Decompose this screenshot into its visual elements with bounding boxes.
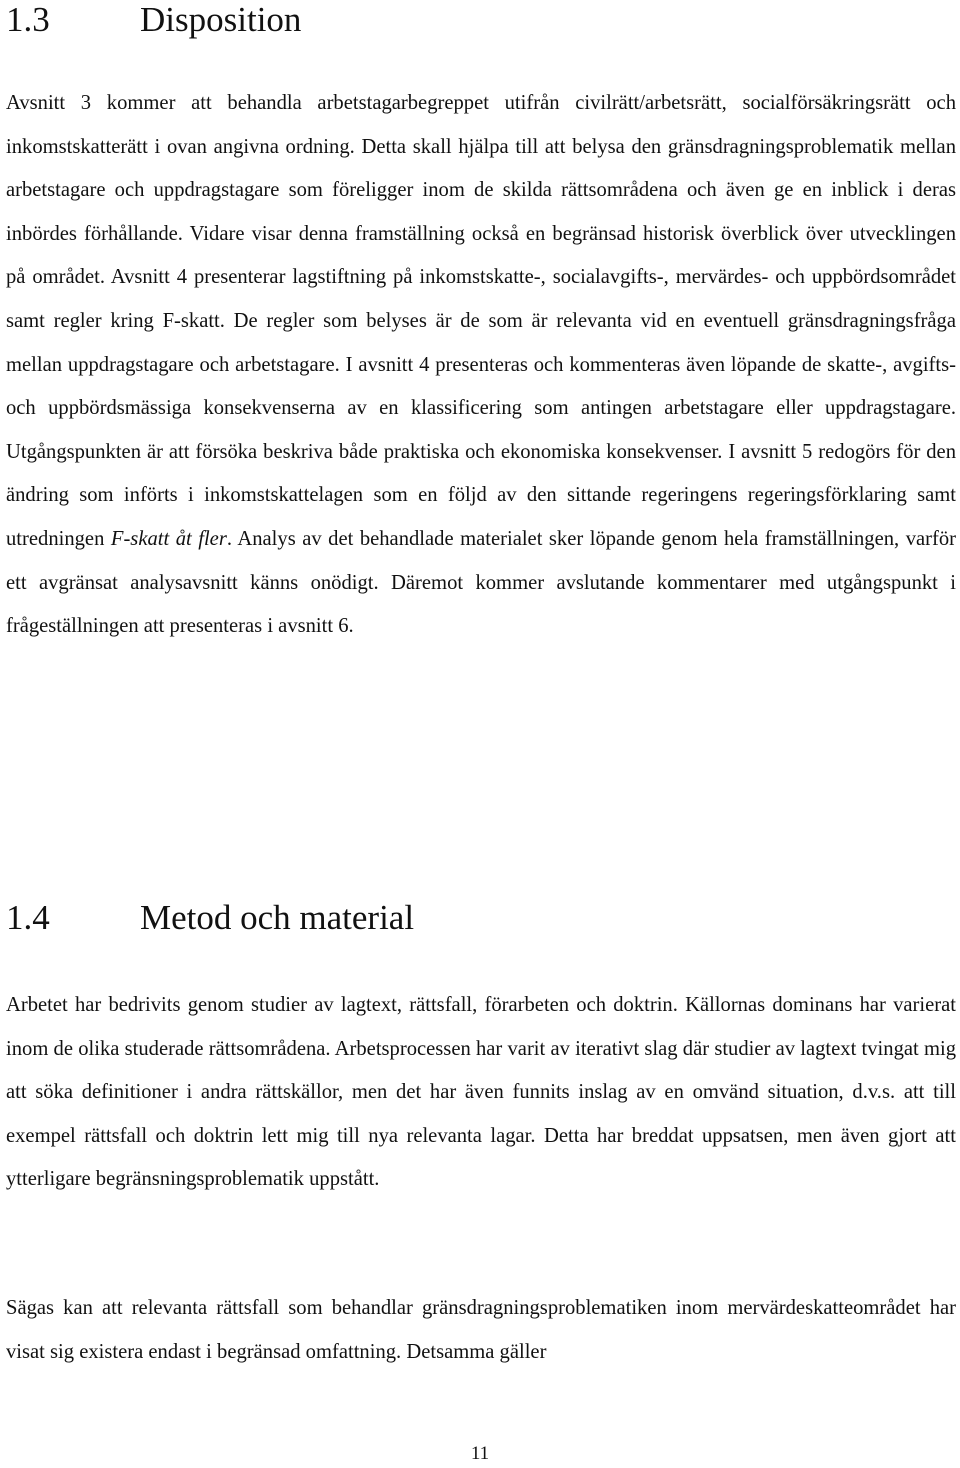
disposition-text-part-1: Avsnitt 3 kommer att behandla arbetstagarbegreppet utifrån civilrätt/arbetsrätt, socialförsäkringsrätt och inkomstskatterätt i ovan angivna ordning. Detta skall hjälpa till att belysa den gränsdragningsproblematik mellan arbetstagare och uppdragstagare som föreligger inom de skilda rättsområdena och även ge en inblick i deras inbördes förhållande. Vidare visar denna framställning också en begränsad historisk överblick över utvecklingen på området. Avsnitt 4 presenterar lagstiftning på inkomstskatte-, socialavgifts-, mervärdes- och uppbördsområdet samt regler kring F-skatt. De regler som belyses är de som är relevanta vid en eventuell gränsdragningsfråga mellan uppdragstagare och arbetstagare. I avsnitt 4 presenteras och kommenteras även löpande de skatte-, avgifts- och uppbördsmässiga konsekvenserna av en klassificering som antingen arbetstagare eller uppdragstagare. Utgångspunkten är att försöka beskriva både praktiska och ekonomiska konsekvenser. I avsnitt 5 redogörs för den ändring som införts i inkomstskattelagen som en följd av den sittande regeringens regeringsförklaring samt utredningen [6, 92, 956, 550]
disposition-paragraph [6, 82, 956, 649]
section-number: 1.3 [6, 0, 50, 39]
section-heading-metod [6, 898, 414, 938]
section-title: Metod och material [140, 898, 415, 937]
section-heading-disposition [6, 0, 301, 40]
metod-paragraph-2: Sägas kan att relevanta rättsfall som behandlar gränsdragningsproblematiken inom mervärdeskatteområdet har visat sig existera endast i begränsad omfattning. Detsamma gäller [6, 1297, 956, 1363]
section-number: 1.4 [6, 898, 50, 937]
disposition-text-part-2: . Analys av det behandlade materialet sker löpande genom hela framställningen, varför ett avgränsat analysavsnitt känns onödigt. Däremot kommer avslutande kommentarer med utgångspunkt i frågeställningen att presenteras i avsnitt 6. [6, 527, 956, 638]
italic-report-title: F-skatt åt fler [110, 527, 227, 550]
section-title: Disposition [140, 0, 302, 39]
metod-paragraph-1: Arbetet har bedrivits genom studier av lagtext, rättsfall, förarbeten och doktrin. Källornas dominans har varierat inom de olika studerade rättsområdena. Arbetsprocessen har varit av iterativt slag där studier av lagtext tvingat mig att söka definitioner i andra rättskällor, men det har även funnits inslag av en omvänd situation, d.v.s. att till exempel rättsfall och doktrin lett mig till nya relevanta lagar. Detta har breddat uppsatsen, men även gjort att ytterligare begränsningsproblematik uppstått. [6, 994, 956, 1191]
page-number: 11 [470, 1443, 490, 1464]
